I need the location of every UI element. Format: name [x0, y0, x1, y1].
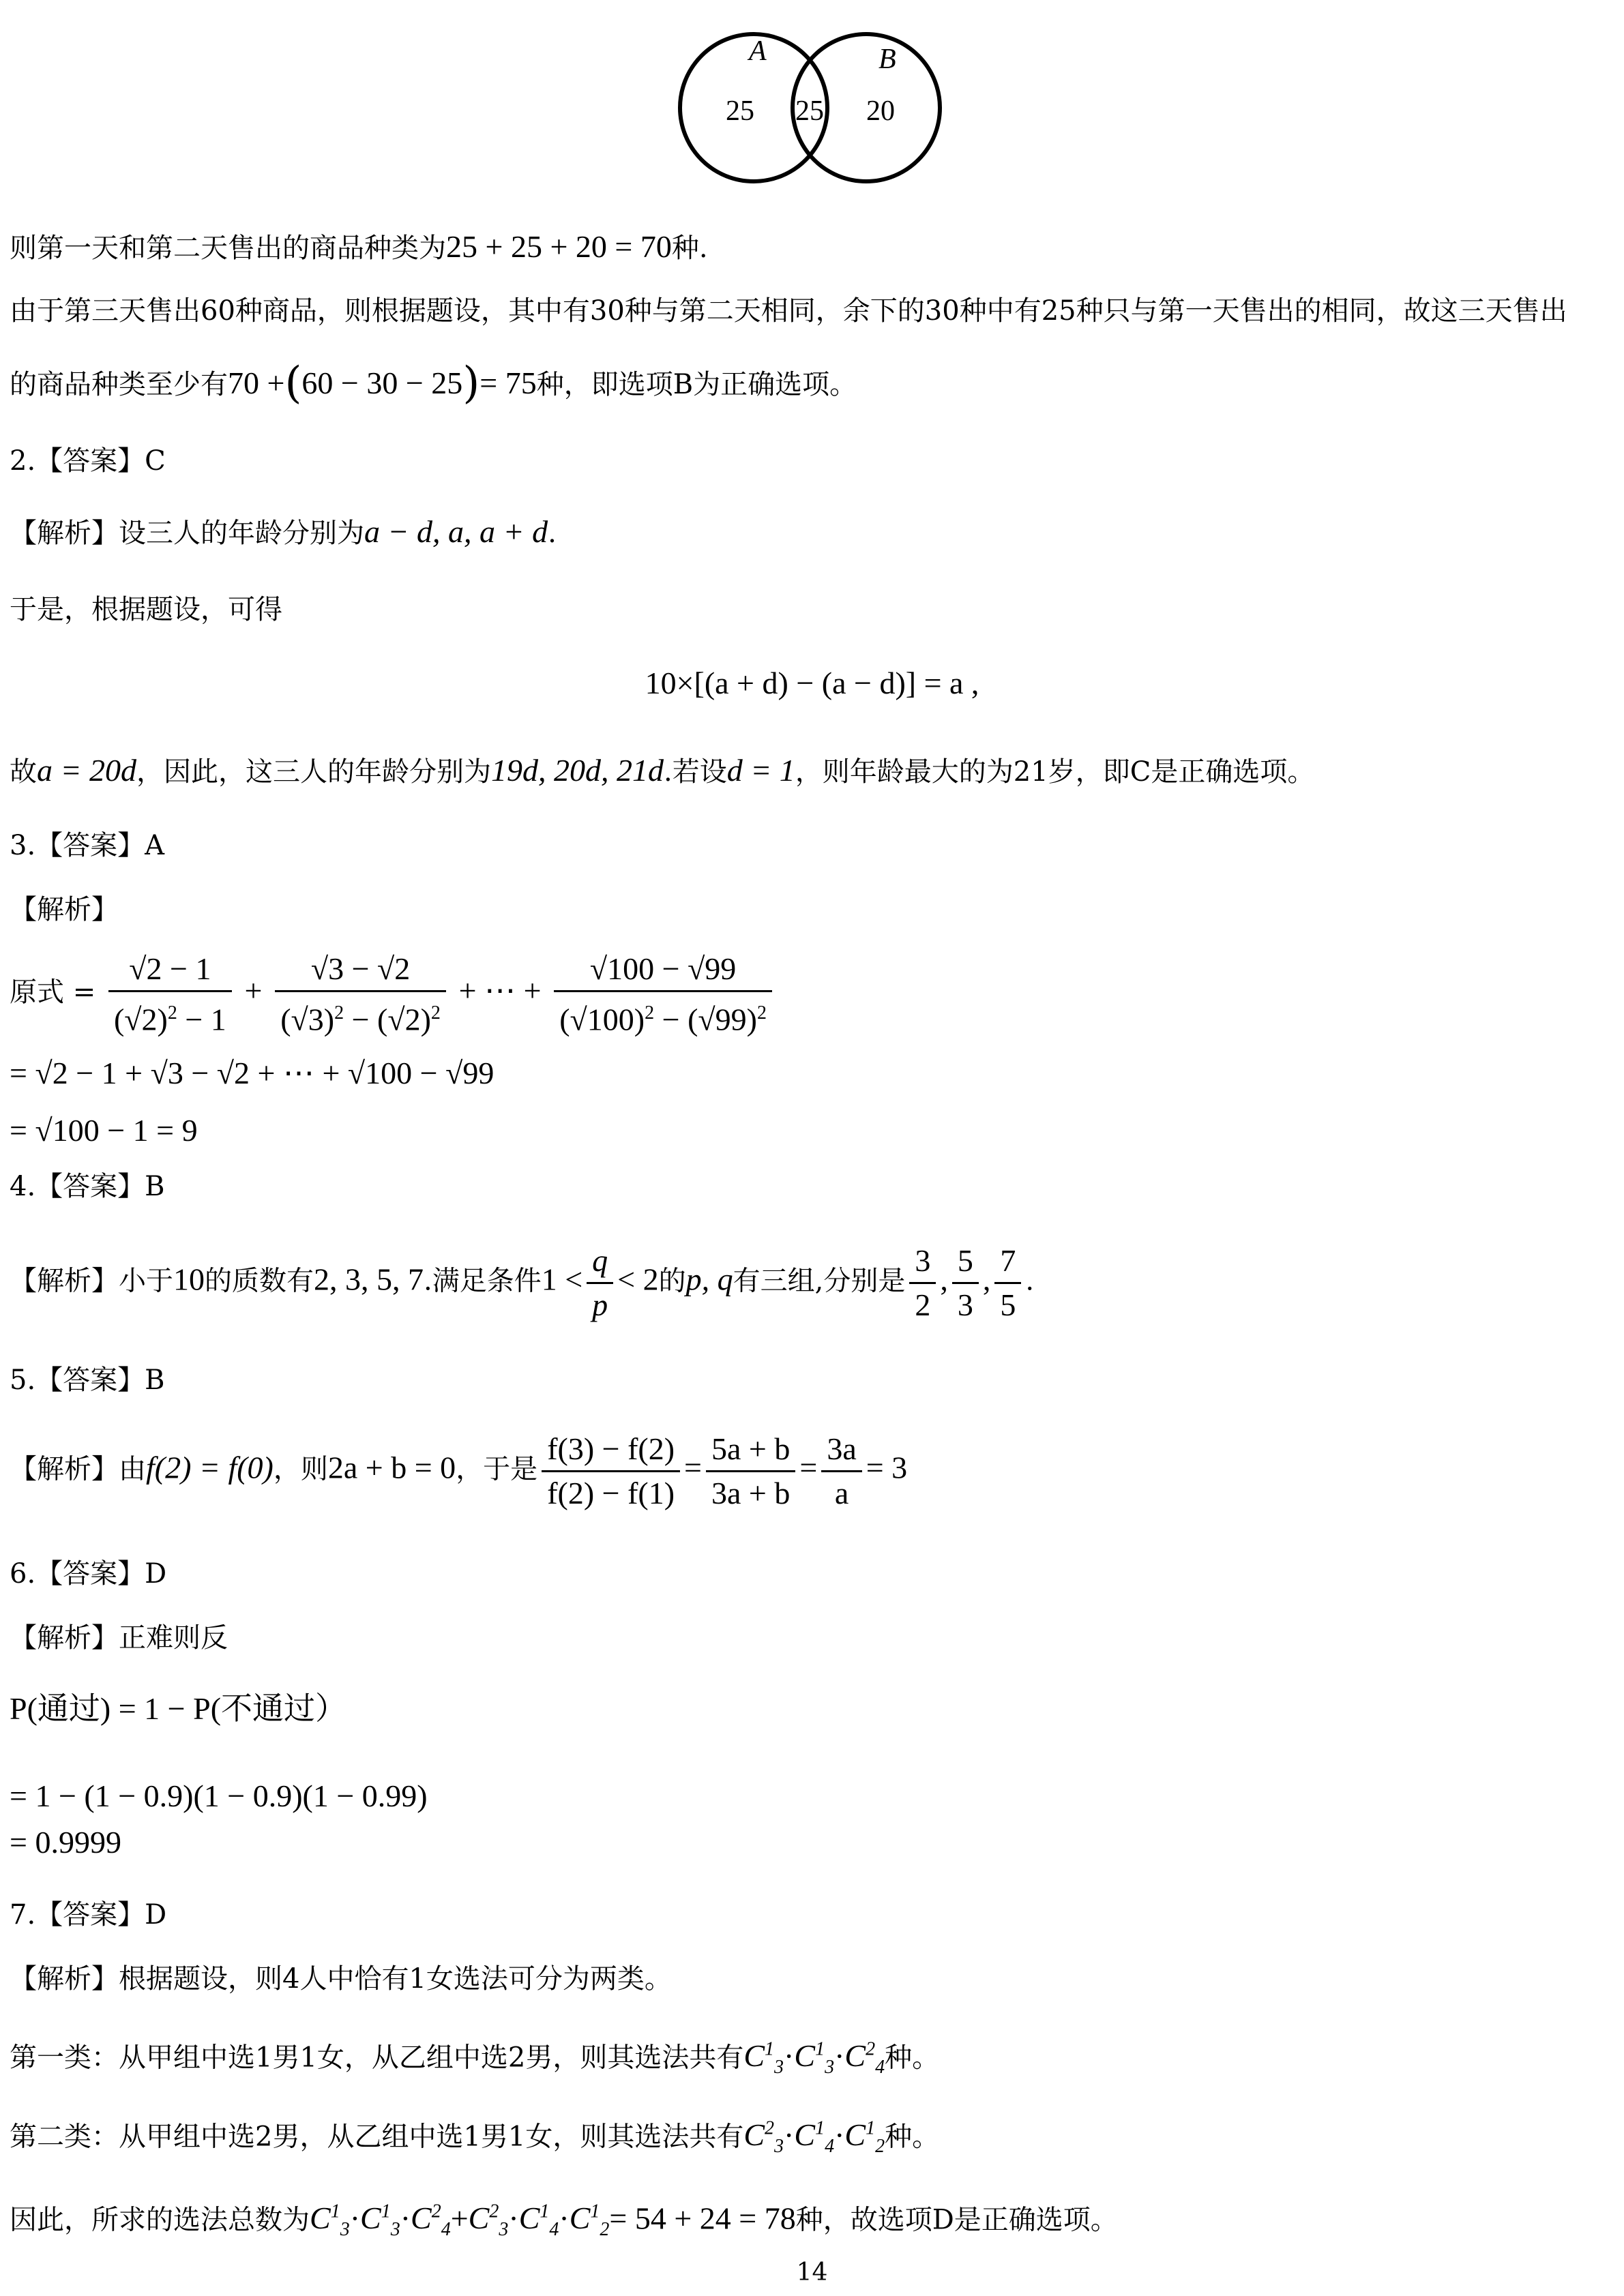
s5-fraction-1: $\frac{f(3) - f(2)}{f(2) - f(1)}$: [542, 1428, 680, 1515]
venn-only-a: 25: [726, 95, 754, 127]
venn-label-b: B: [879, 44, 896, 75]
s6-answer: 6.【答案】D: [10, 1558, 167, 1590]
s2-explanation: 【解析】设三人的年龄分别为a − d, a, a + d.: [10, 514, 557, 549]
s5-fraction-2: $\frac{5a + b}{3a + b}$: [706, 1428, 795, 1515]
venn-diagram: [668, 12, 969, 203]
s3-formula-line3: = √100 − 1 = 9: [10, 1113, 198, 1148]
s6-explanation: 【解析】正难则反: [10, 1622, 228, 1654]
s3-exp-label: 【解析】: [10, 894, 119, 925]
s4-fraction-7-5: $\frac{7}{5}$: [994, 1240, 1021, 1326]
s4-explanation: 【解析】小于10的质数有2, 3, 5, 7.满足条件1 < $\frac{q}{p}$ < 2的p, q有三组,分别是 $\frac{3}{2}$ , $\frac{5}{3}$ , $\frac{7}{5}$ .: [10, 1240, 1034, 1326]
s3-fraction-2: $\frac{√3 - √2}{(√3)^2 - (√2)^2}$: [275, 948, 446, 1041]
s1-line1: 则第一天和第二天售出的商品种类为25 + 25 + 20 = 70种.: [10, 229, 708, 264]
s3-formula-line2: = √2 − 1 + √3 − √2 + ⋯ + √100 − √99: [10, 1056, 494, 1090]
venn-both: 25: [795, 95, 824, 127]
s5-explanation: 【解析】由f(2) = f(0)，则2a + b = 0，于是 $\frac{f(3) - f(2)}{f(2) - f(1)}$ = $\frac{5a + b}{3a + b}$ = $\frac{3a}{a}$ = 3: [10, 1428, 907, 1515]
s5-answer: 5.【答案】B: [10, 1365, 165, 1396]
s2-answer: 2.【答案】C: [10, 445, 166, 477]
s2-line4: 故a = 20d，因此，这三人的年龄分别为19d, 20d, 21d.若设d = 1，则年龄最大的为21岁，即C是正确选项。: [10, 753, 1315, 788]
s3-fraction-3: $\frac{√100 - √99}{(√100)^2 - (√99)^2}$: [554, 948, 772, 1041]
venn-only-b: 20: [866, 95, 895, 127]
venn-label-a: A: [749, 35, 767, 67]
s1-line2: 由于第三天售出60种商品，则根据题设，其中有30种与第二天相同，余下的30种中有25种只与第一天售出的相同，故这三天售出: [10, 295, 1567, 327]
s4-fraction-5-3: $\frac{5}{3}$: [952, 1240, 979, 1326]
page-number: 14: [796, 2258, 828, 2286]
s2-equation: 10×[(a + d) − (a − d)] = a ,: [645, 666, 979, 700]
s7-case1: 第一类：从甲组中选1男1女，从乙组中选2男，则其选法共有$C^1_3\cdot C^1_3\cdot C^2_4$种。: [10, 2038, 940, 2078]
s4-fraction-3-2: $\frac{3}{2}$: [909, 1240, 936, 1326]
s7-answer: 7.【答案】D: [10, 1899, 167, 1930]
s3-fraction-1: $\frac{√2 - 1}{(√2)^2 - 1}$: [108, 948, 232, 1041]
s7-case2: 第二类：从甲组中选2男，从乙组中选1男1女，则其选法共有$C^2_3\cdot C^1_4\cdot C^1_2$种。: [10, 2117, 940, 2158]
s6-line1: P(通过) = 1 − P(不通过）: [10, 1691, 347, 1726]
s7-final: 因此，所求的选法总数为$C^1_3\cdot C^1_3\cdot C^2_4+C^2_3\cdot C^1_4\cdot C^1_2= 54 + 24 = 78$种，故选项D是正确选项。: [10, 2201, 1118, 2241]
s6-line2: = 1 − (1 − 0.9)(1 − 0.9)(1 − 0.99): [10, 1778, 428, 1813]
s3-formula-line1: 原式 = $\frac{√2 - 1}{(√2)^2 - 1}$ + $\frac{√3 - √2}{(√3)^2 - (√2)^2}$ + ⋯ + $\frac{√100 - √99}{(√100)^2 - (√99)^2}$: [10, 948, 776, 1041]
s5-fraction-3: $\frac{3a}{a}$: [821, 1428, 861, 1515]
s4-fraction-qp: $\frac{q}{p}$: [587, 1240, 613, 1326]
s2-line2: 于是，根据题设，可得: [10, 594, 282, 625]
s6-line3: = 0.9999: [10, 1825, 121, 1860]
s1-line3: 的商品种类至少有70 +(60 − 30 − 25)= 75种，即选项B为正确选项。: [10, 358, 857, 408]
s4-answer: 4.【答案】B: [10, 1171, 165, 1202]
s3-answer: 3.【答案】A: [10, 830, 165, 861]
s7-explanation: 【解析】根据题设，则4人中恰有1女选法可分为两类。: [10, 1963, 672, 1995]
